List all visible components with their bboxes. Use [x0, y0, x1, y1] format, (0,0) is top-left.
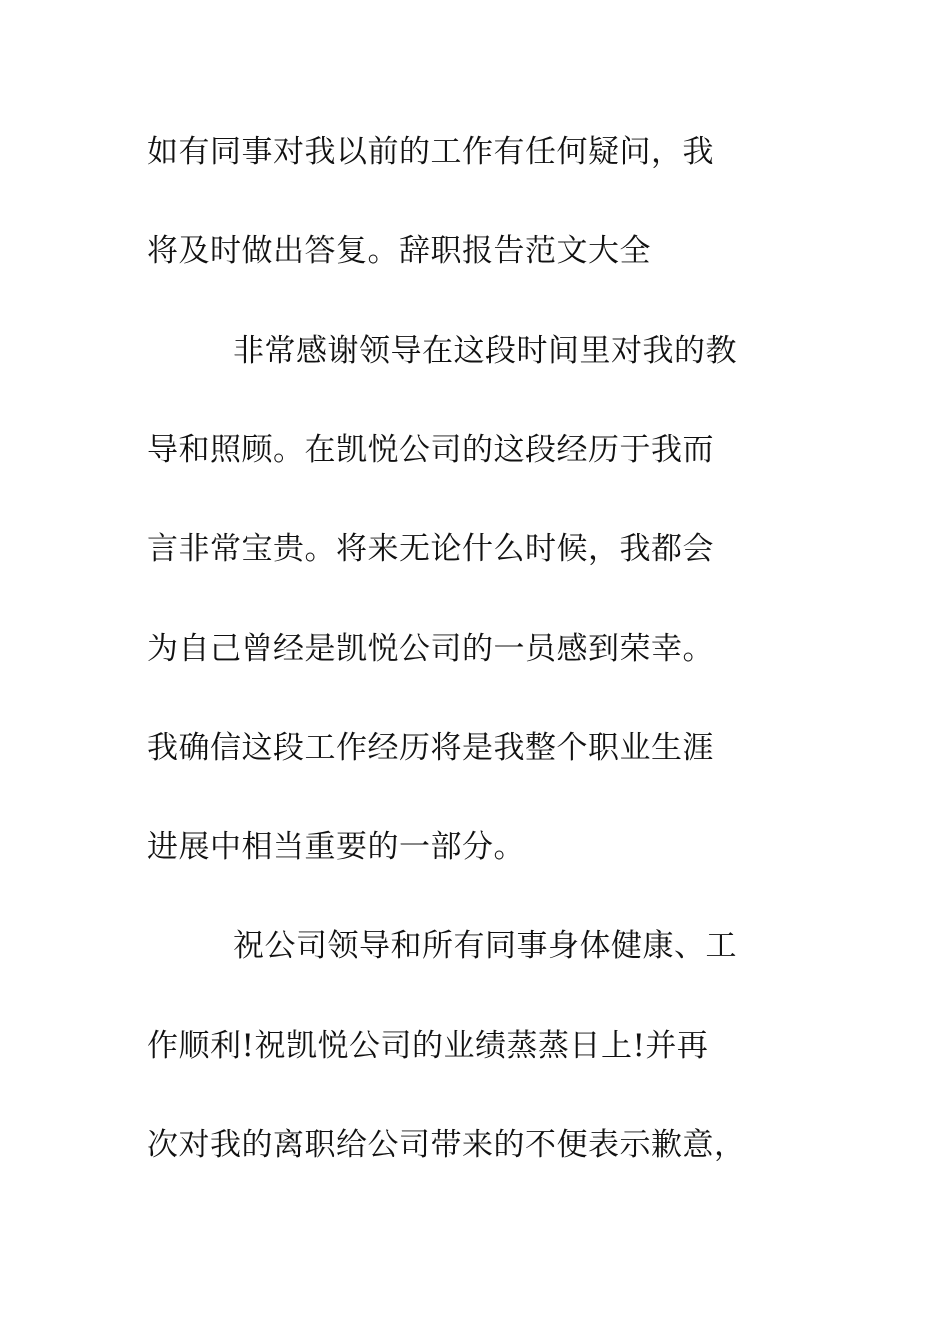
paragraph-start-line-3: 非常感谢领导在这段时间里对我的教 [233, 333, 737, 369]
paragraph-start-line-9: 祝公司领导和所有同事身体健康、工 [233, 928, 737, 964]
text-line-8: 进展中相当重要的一部分。 [147, 829, 525, 865]
text-line-1: 如有同事对我以前的工作有任何疑问，我 [147, 134, 714, 170]
text-line-11: 次对我的离职给公司带来的不便表示歉意， [147, 1127, 746, 1163]
text-line-7: 我确信这段工作经历将是我整个职业生涯 [147, 730, 714, 766]
text-line-4: 导和照顾。在凯悦公司的这段经历于我而 [147, 432, 714, 468]
text-line-5: 言非常宝贵。将来无论什么时候，我都会 [147, 531, 714, 567]
text-line-10: 作顺利!祝凯悦公司的业绩蒸蒸日上!并再 [147, 1028, 709, 1064]
text-line-6: 为自己曾经是凯悦公司的一员感到荣幸。 [147, 631, 714, 667]
text-line-2: 将及时做出答复。辞职报告范文大全 [147, 233, 651, 269]
